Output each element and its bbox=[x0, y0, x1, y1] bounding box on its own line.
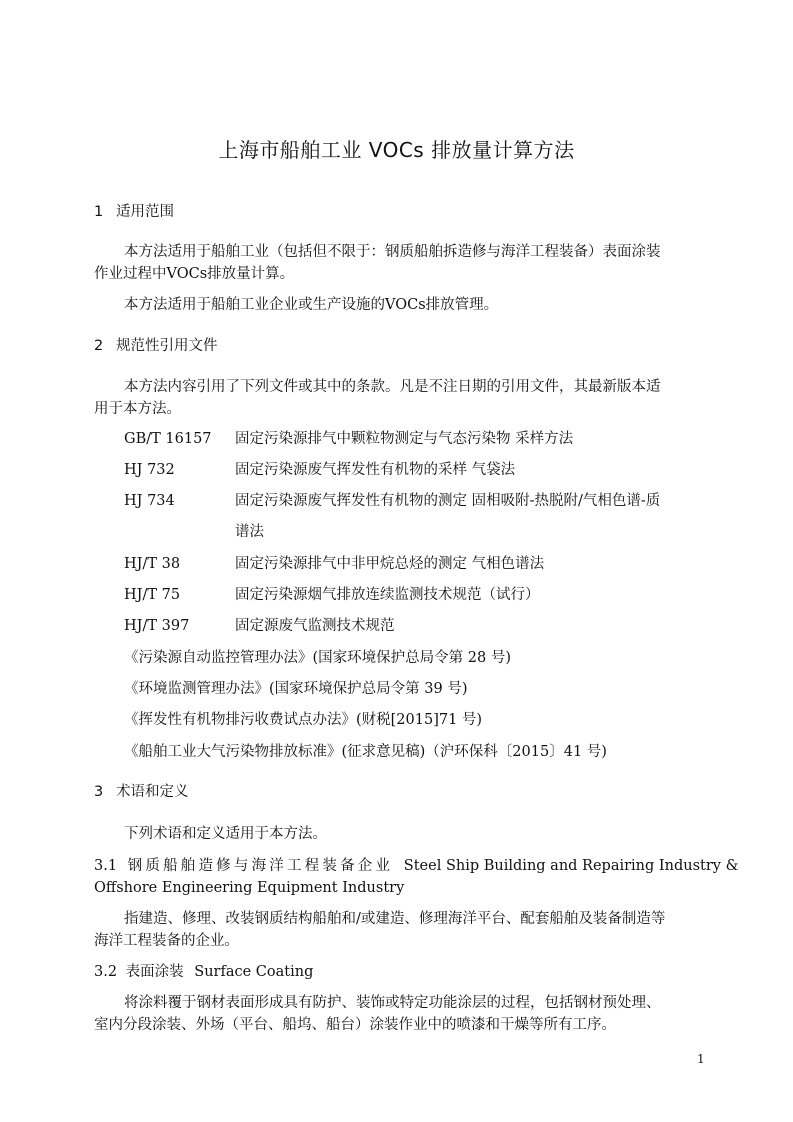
reference-code: HJ 734 bbox=[124, 493, 175, 509]
term-english-name-continued: Offshore Engineering Equipment Industry bbox=[94, 880, 405, 896]
term-3-2-definition-line-2: 室内分段涂装、外场（平台、船坞、船台）涂装作业中的喷漆和干燥等所有工序。 bbox=[94, 1017, 616, 1033]
term-3-2-heading bbox=[94, 961, 313, 983]
section-1-heading bbox=[94, 202, 174, 222]
reference-title: 固定污染源烟气排放连续监测技术规范（试行） bbox=[235, 587, 540, 603]
term-english-name: Steel Ship Building and Repairing Industry & bbox=[403, 858, 739, 874]
term-chinese-name: 钢质船舶造修与海洋工程装备企业 bbox=[127, 858, 394, 874]
page-number: 1 bbox=[697, 1052, 705, 1066]
term-3-1-heading bbox=[94, 855, 739, 877]
reference-title: 固定源废气监测技术规范 bbox=[235, 618, 395, 634]
section-number: 3 bbox=[94, 784, 104, 800]
regulation-item: 《船舶工业大气污染物排放标准》(征求意见稿)（沪环保科〔2015〕41 号) bbox=[124, 744, 607, 760]
document-title: 上海市船舶工业 VOCs 排放量计算方法 bbox=[218, 138, 575, 162]
section-2-intro-line-1: 本方法内容引用了下列文件或其中的条款。凡是不注日期的引用文件，其最新版本适 bbox=[124, 379, 661, 395]
section-number: 2 bbox=[94, 338, 104, 354]
term-chinese-name: 表面涂装 bbox=[125, 964, 184, 980]
section-2-heading bbox=[94, 336, 218, 356]
reference-code: HJ/T 75 bbox=[124, 587, 181, 603]
section-1-paragraph-1-line-1: 本方法适用于船舶工业（包括但不限于：钢质船舶拆造修与海洋工程装备）表面涂装 bbox=[124, 244, 661, 260]
reference-title: 固定污染源排气中非甲烷总烃的测定 气相色谱法 bbox=[235, 556, 545, 572]
section-2-intro-line-2: 用于本方法。 bbox=[94, 401, 181, 417]
section-3-heading bbox=[94, 782, 189, 802]
section-number: 1 bbox=[94, 204, 104, 220]
section-title: 适用范围 bbox=[116, 204, 174, 220]
reference-code: HJ/T 38 bbox=[124, 556, 181, 572]
section-title: 规范性引用文件 bbox=[116, 338, 218, 354]
reference-title: 固定污染源废气挥发性有机物的测定 固相吸附-热脱附/气相色谱-质 bbox=[235, 493, 661, 509]
section-1-paragraph-2: 本方法适用于船舶工业企业或生产设施的VOCs排放管理。 bbox=[124, 297, 499, 313]
term-number: 3.2 bbox=[94, 964, 118, 980]
reference-title: 固定污染源废气挥发性有机物的采样 气袋法 bbox=[235, 462, 516, 478]
reference-title: 固定污染源排气中颗粒物测定与气态污染物 采样方法 bbox=[235, 431, 574, 447]
term-3-1-definition-line-1: 指建造、修理、改装钢质结构船舶和/或建造、修理海洋平台、配套船舶及装备制造等 bbox=[124, 911, 666, 927]
section-title: 术语和定义 bbox=[116, 784, 189, 800]
reference-code: HJ/T 397 bbox=[124, 618, 190, 634]
term-3-1-definition-line-2: 海洋工程装备的企业。 bbox=[94, 933, 239, 949]
term-number: 3.1 bbox=[94, 858, 118, 874]
regulation-item: 《污染源自动监控管理办法》(国家环境保护总局令第 28 号) bbox=[124, 650, 511, 666]
reference-title-continued: 谱法 bbox=[235, 524, 264, 540]
regulation-item: 《挥发性有机物排污收费试点办法》(财税[2015]71 号) bbox=[124, 712, 483, 728]
term-3-2-definition-line-1: 将涂料覆于钢材表面形成具有防护、装饰或特定功能涂层的过程，包括钢材预处理、 bbox=[124, 995, 661, 1011]
section-1-paragraph-1-line-2: 作业过程中VOCs排放量计算。 bbox=[94, 266, 295, 282]
reference-code: HJ 732 bbox=[124, 462, 175, 478]
regulation-item: 《环境监测管理办法》(国家环境保护总局令第 39 号) bbox=[124, 681, 468, 697]
term-english-name: Surface Coating bbox=[194, 964, 314, 980]
reference-code: GB/T 16157 bbox=[124, 431, 212, 447]
section-3-intro: 下列术语和定义适用于本方法。 bbox=[124, 826, 327, 842]
